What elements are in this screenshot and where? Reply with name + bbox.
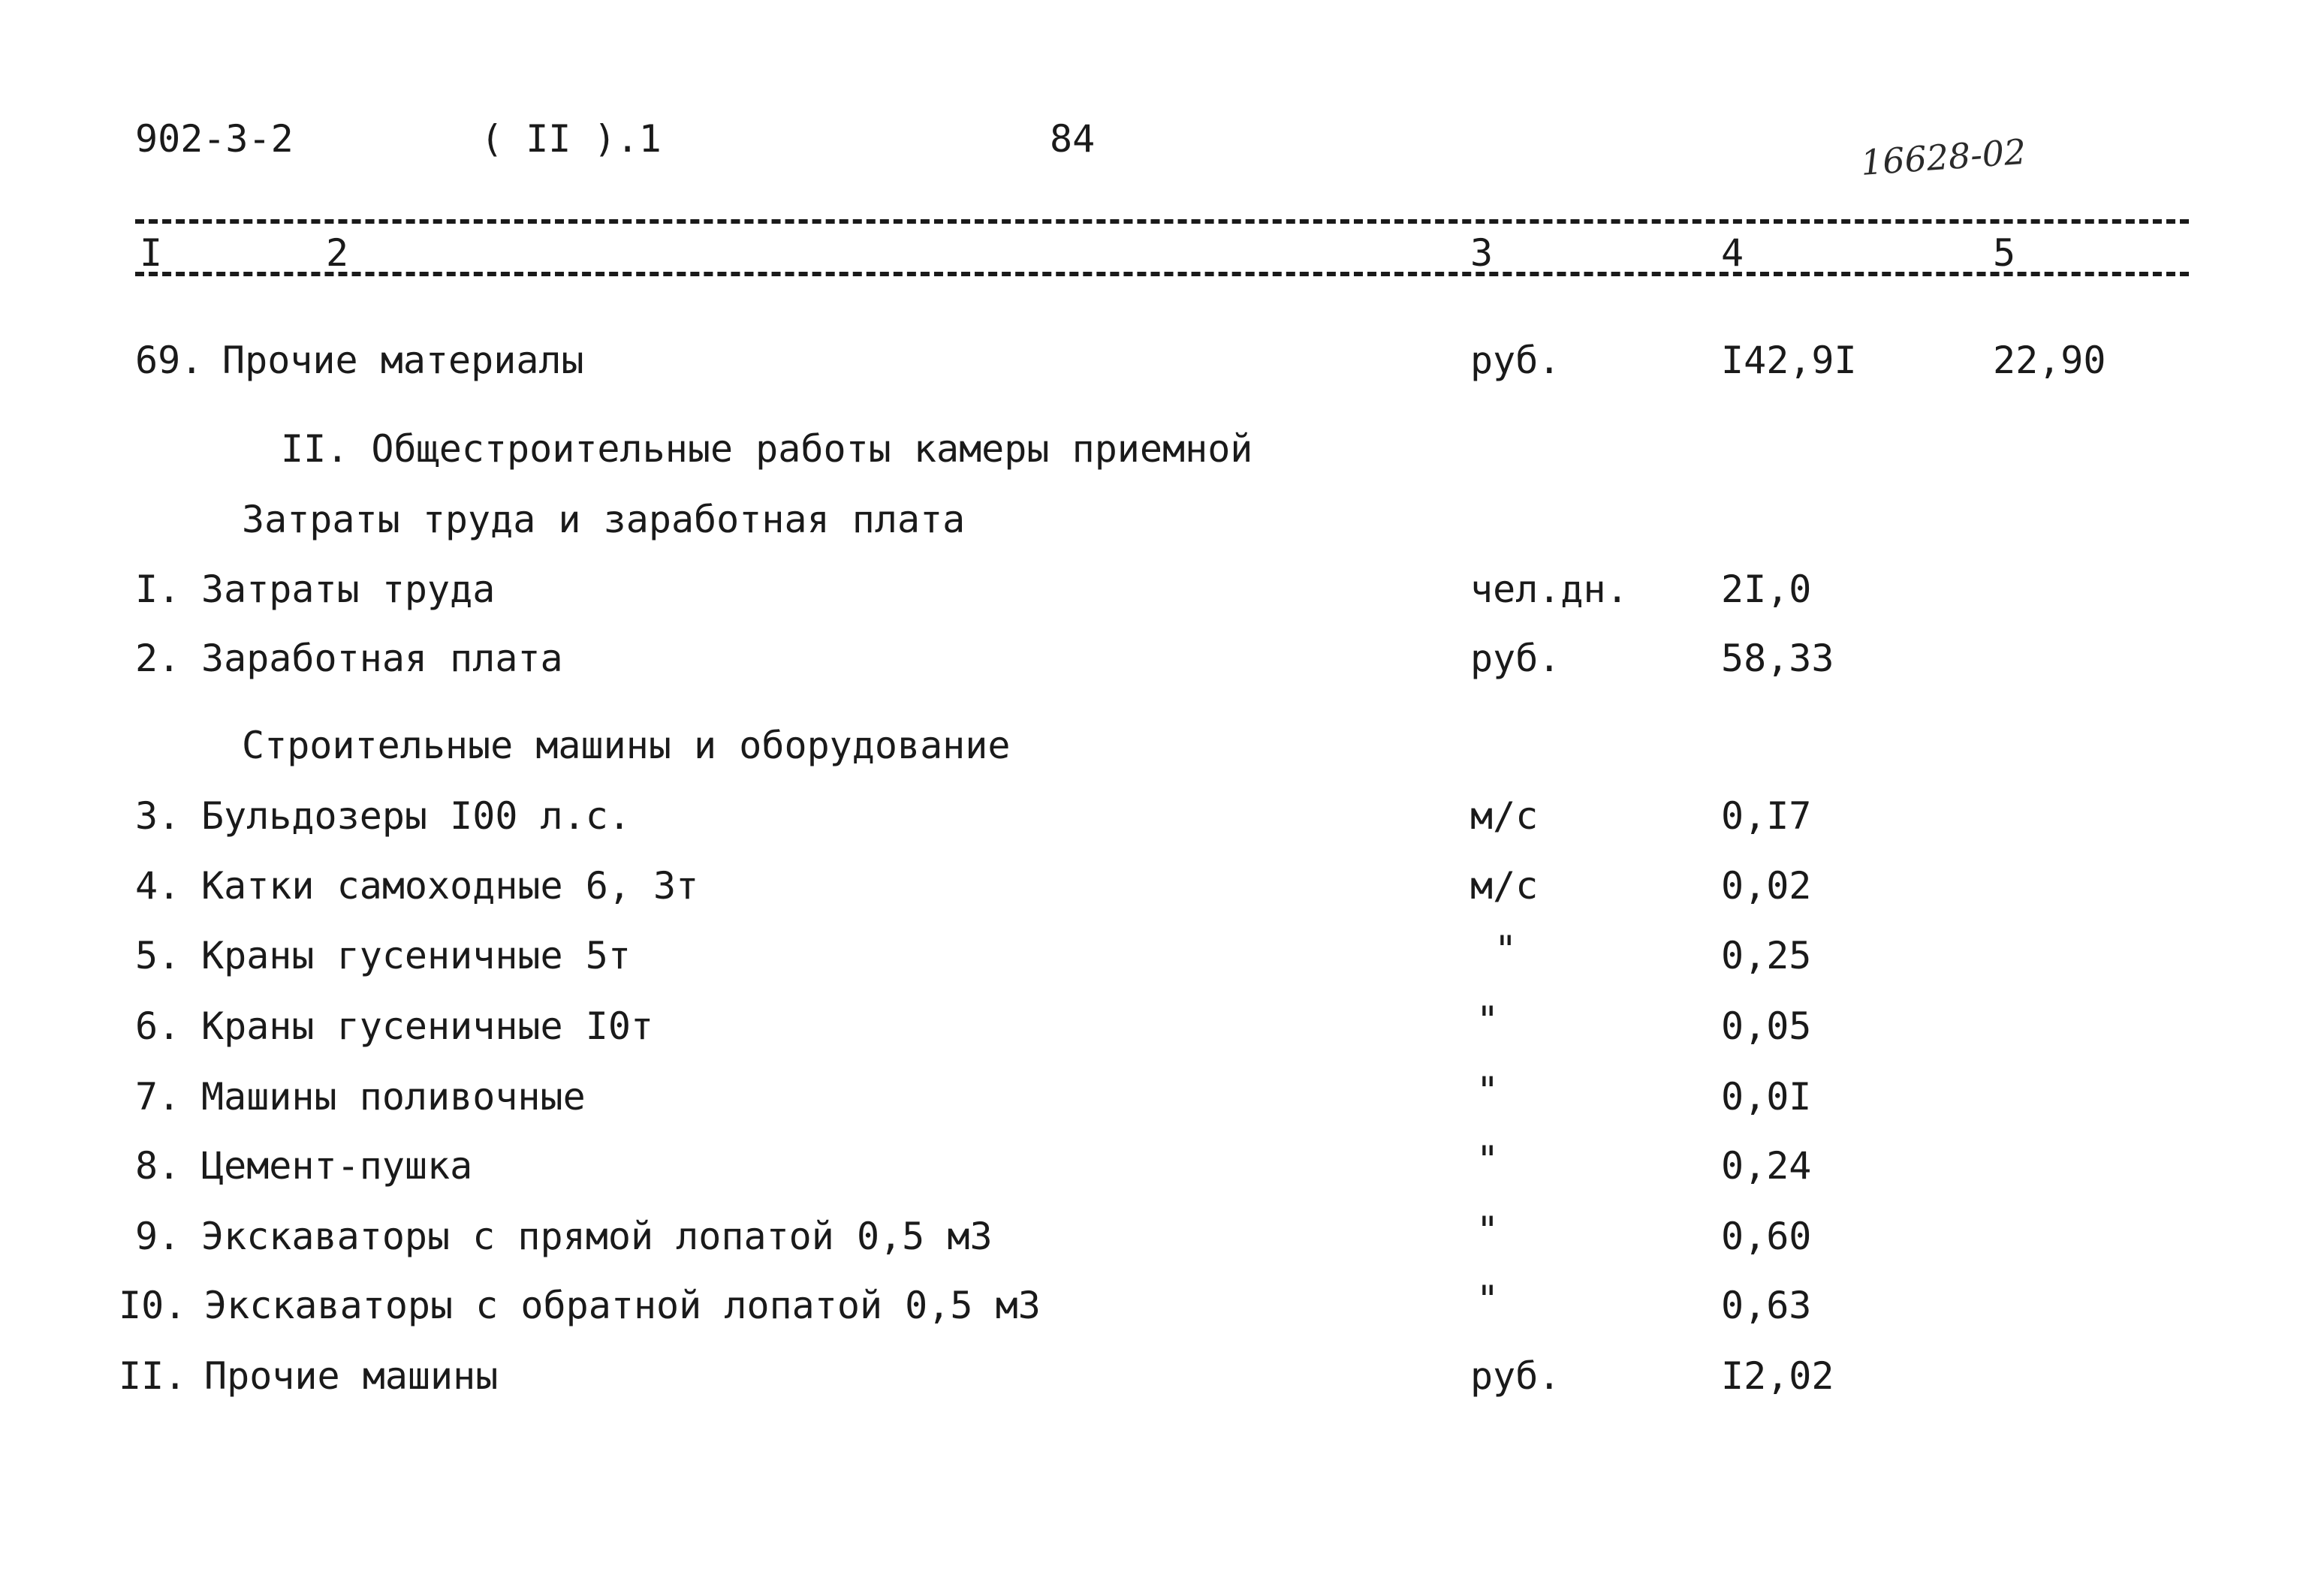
header-rule-top bbox=[135, 219, 2189, 224]
column-header-2: 2 bbox=[326, 231, 349, 275]
row-number: I0. bbox=[119, 1284, 187, 1327]
row-name: Машины поливочные bbox=[201, 1075, 586, 1119]
row-name: Краны гусеничные I0т bbox=[201, 1004, 654, 1048]
row-value-col5: 22,90 bbox=[1993, 339, 2106, 382]
row-number: 6. bbox=[135, 1004, 181, 1048]
document-code: 902-3-2 bbox=[135, 117, 294, 161]
row-value-col4: 0,I7 bbox=[1721, 794, 1812, 838]
row-unit: руб. bbox=[1470, 339, 1561, 382]
row-unit: " bbox=[1476, 1069, 1500, 1113]
section-title: II. Общестроительные работы камеры приемной bbox=[281, 427, 1253, 471]
row-number: II. bbox=[119, 1354, 187, 1398]
row-number: 3. bbox=[135, 794, 181, 838]
row-name: Катки самоходные 6, 3т bbox=[201, 864, 699, 908]
row-value-col4: 0,24 bbox=[1721, 1144, 1812, 1188]
row-value-col4: I2,02 bbox=[1721, 1354, 1834, 1398]
row-unit: " bbox=[1476, 1278, 1500, 1321]
row-number: 9. bbox=[135, 1215, 181, 1258]
row-unit: " bbox=[1476, 1209, 1500, 1252]
column-header-5: 5 bbox=[1993, 231, 2016, 275]
row-name: Краны гусеничные 5т bbox=[201, 934, 631, 977]
row-name: Цемент-пушка bbox=[201, 1144, 473, 1188]
group-title: Затраты труда и заработная плата bbox=[242, 498, 966, 541]
row-unit: м/с bbox=[1470, 864, 1539, 908]
column-header-3: 3 bbox=[1470, 231, 1494, 275]
row-value-col4: 0,60 bbox=[1721, 1215, 1812, 1258]
group-title: Строительные машины и оборудование bbox=[242, 724, 1011, 767]
row-number: 2. bbox=[135, 637, 181, 680]
column-header-4: 4 bbox=[1721, 231, 1744, 275]
row-name: Прочие машины bbox=[204, 1354, 499, 1398]
row-value-col4: 2I,0 bbox=[1721, 568, 1812, 611]
page-number: 84 bbox=[1050, 117, 1096, 161]
row-value-col4: 0,05 bbox=[1721, 1004, 1812, 1048]
row-name: Экскаваторы с прямой лопатой 0,5 м3 bbox=[201, 1215, 993, 1258]
row-unit: м/с bbox=[1470, 794, 1539, 838]
row-unit: " bbox=[1476, 1138, 1500, 1182]
row-number: 4. bbox=[135, 864, 181, 908]
row-unit: руб. bbox=[1470, 637, 1561, 680]
row-number: 7. bbox=[135, 1075, 181, 1119]
row-value-col4: 58,33 bbox=[1721, 637, 1834, 680]
row-unit: " bbox=[1494, 928, 1518, 971]
row-unit: руб. bbox=[1470, 1354, 1561, 1398]
row-number: I. bbox=[135, 568, 181, 611]
row-value-col4: 0,0I bbox=[1721, 1075, 1812, 1119]
row-unit: чел.дн. bbox=[1470, 568, 1629, 611]
row-value-col4: 0,02 bbox=[1721, 864, 1812, 908]
handwritten-number: 16628-02 bbox=[1859, 131, 2027, 183]
row-value-col4: I42,9I bbox=[1721, 339, 1857, 382]
section-marker: ( II ).1 bbox=[481, 117, 662, 161]
row-value-col4: 0,63 bbox=[1721, 1284, 1812, 1327]
header-rule-bottom bbox=[135, 272, 2189, 276]
row-number: 8. bbox=[135, 1144, 181, 1188]
row-number: 69. bbox=[135, 339, 203, 382]
row-name: Заработная плата bbox=[201, 637, 563, 680]
row-name: Прочие материалы bbox=[222, 339, 584, 382]
row-name: Затраты труда bbox=[201, 568, 496, 611]
row-name: Экскаваторы с обратной лопатой 0,5 м3 bbox=[204, 1284, 1041, 1327]
row-value-col4: 0,25 bbox=[1721, 934, 1812, 977]
row-name: Бульдозеры I00 л.с. bbox=[201, 794, 631, 838]
row-unit: " bbox=[1476, 998, 1500, 1042]
column-header-1: I bbox=[140, 231, 163, 275]
row-number: 5. bbox=[135, 934, 181, 977]
